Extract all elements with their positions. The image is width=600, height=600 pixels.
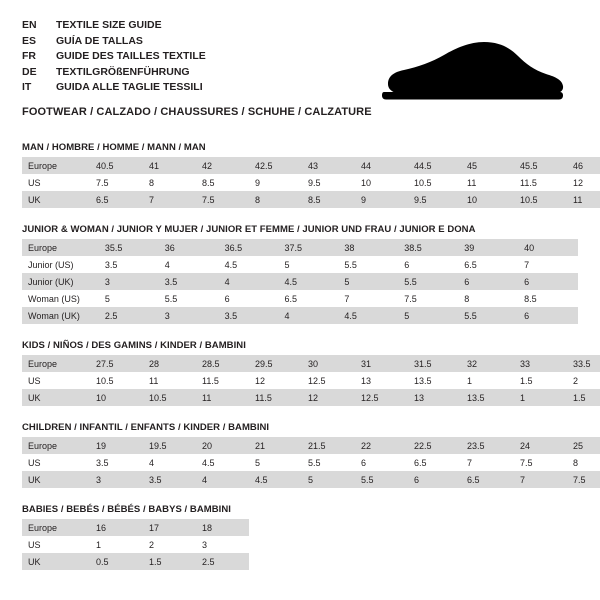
- size-cell: 10.5: [90, 372, 143, 389]
- table-row: [22, 239, 578, 256]
- size-cell: 7: [518, 256, 578, 273]
- size-cell: 1: [514, 389, 567, 406]
- size-table: [22, 239, 578, 324]
- size-cell: 43: [302, 157, 355, 174]
- language-row: [22, 49, 206, 65]
- size-cell: 5.5: [338, 256, 398, 273]
- size-cell: 41: [143, 157, 196, 174]
- size-cell: 12: [567, 174, 600, 191]
- language-code: DE: [22, 65, 37, 78]
- row-label: Junior (UK): [22, 273, 99, 290]
- row-label: Europe: [22, 355, 90, 372]
- size-cell: 7.5: [90, 174, 143, 191]
- size-cell: 4.5: [196, 454, 249, 471]
- size-cell: 4: [143, 454, 196, 471]
- size-cell: 7.5: [567, 471, 600, 488]
- size-cell: 40: [518, 239, 578, 256]
- size-cell: 36.5: [219, 239, 279, 256]
- size-cell: 31.5: [408, 355, 461, 372]
- size-cell: 11.5: [196, 372, 249, 389]
- size-cell: 9.5: [302, 174, 355, 191]
- size-cell: 13: [408, 389, 461, 406]
- size-table: [22, 437, 600, 488]
- size-cell: 6: [398, 256, 458, 273]
- size-cell: 2: [567, 372, 600, 389]
- size-cell: 11: [461, 174, 514, 191]
- row-label: US: [22, 372, 90, 389]
- size-cell: 6: [518, 273, 578, 290]
- size-cell: 6: [355, 454, 408, 471]
- size-cell: 45.5: [514, 157, 567, 174]
- size-cell: 20: [196, 437, 249, 454]
- table-row: [22, 256, 578, 273]
- size-cell: 1: [461, 372, 514, 389]
- table-row: [22, 519, 249, 536]
- size-cell: 6.5: [458, 256, 518, 273]
- size-cell: 8: [567, 454, 600, 471]
- size-cell: 6: [458, 273, 518, 290]
- size-cell: 19.5: [143, 437, 196, 454]
- size-cell: 5: [279, 256, 339, 273]
- size-block-title: MAN / HOMBRE / HOMME / MANN / MAN: [22, 142, 206, 153]
- size-cell: 35.5: [99, 239, 159, 256]
- size-block: [22, 224, 578, 324]
- size-cell: 6: [408, 471, 461, 488]
- size-cell: 7: [338, 290, 398, 307]
- row-label: UK: [22, 389, 90, 406]
- size-cell: 27.5: [90, 355, 143, 372]
- table-row: [22, 273, 578, 290]
- size-cell: 6: [219, 290, 279, 307]
- size-cell: 10.5: [408, 174, 461, 191]
- size-cell: 6.5: [408, 454, 461, 471]
- size-cell: 10: [90, 389, 143, 406]
- row-label: Woman (UK): [22, 307, 99, 324]
- size-cell: 3: [196, 536, 249, 553]
- size-cell: 6.5: [461, 471, 514, 488]
- table-row: [22, 372, 600, 389]
- table-row: [22, 553, 249, 570]
- size-cell: 4.5: [249, 471, 302, 488]
- size-cell: 11: [196, 389, 249, 406]
- size-cell: 10.5: [514, 191, 567, 208]
- size-cell: 9: [249, 174, 302, 191]
- size-cell: 10: [461, 191, 514, 208]
- size-cell: 29.5: [249, 355, 302, 372]
- document-header: [22, 18, 578, 126]
- size-cell: 33: [514, 355, 567, 372]
- row-label: US: [22, 454, 90, 471]
- size-cell: 38.5: [398, 239, 458, 256]
- size-cell: 46: [567, 157, 600, 174]
- size-block-title: JUNIOR & WOMAN / JUNIOR Y MUJER / JUNIOR ET FEMME / JUNIOR UND FRAU / JUNIOR E DONA: [22, 224, 476, 235]
- row-label: US: [22, 536, 90, 553]
- size-cell: 4: [196, 471, 249, 488]
- size-cell: 5.5: [355, 471, 408, 488]
- language-title: GUIDE DES TAILLES TEXTILE: [56, 50, 206, 63]
- size-cell: 28.5: [196, 355, 249, 372]
- size-tables-container: [22, 142, 591, 570]
- size-cell: 32: [461, 355, 514, 372]
- size-cell: 10.5: [143, 389, 196, 406]
- table-row: [22, 191, 600, 208]
- size-cell: 13: [355, 372, 408, 389]
- size-cell: 3: [90, 471, 143, 488]
- size-cell: 3.5: [99, 256, 159, 273]
- size-block-title: BABIES / BEBÉS / BÉBÉS / BABYS / BAMBINI: [22, 504, 231, 515]
- language-title: GUIDA ALLE TAGLIE TESSILI: [56, 81, 203, 94]
- size-cell: 0.5: [90, 553, 143, 570]
- row-label: Woman (US): [22, 290, 99, 307]
- size-cell: 4: [159, 256, 219, 273]
- size-cell: 6: [518, 307, 578, 324]
- size-cell: 38: [338, 239, 398, 256]
- size-cell: 2.5: [196, 553, 249, 570]
- size-cell: 30: [302, 355, 355, 372]
- language-title-list: [22, 18, 206, 96]
- size-block-title: CHILDREN / INFANTIL / ENFANTS / KINDER / BAMBINI: [22, 422, 270, 433]
- size-cell: 33.5: [567, 355, 600, 372]
- size-cell: 5: [99, 290, 159, 307]
- size-cell: 36: [159, 239, 219, 256]
- language-row: [22, 65, 206, 81]
- size-cell: 9: [355, 191, 408, 208]
- size-cell: 1.5: [514, 372, 567, 389]
- size-cell: 11.5: [514, 174, 567, 191]
- size-cell: 12.5: [302, 372, 355, 389]
- size-cell: 8: [249, 191, 302, 208]
- size-cell: 5: [302, 471, 355, 488]
- language-title: TEXTILE SIZE GUIDE: [56, 19, 162, 31]
- size-cell: 8.5: [196, 174, 249, 191]
- size-cell: 12.5: [355, 389, 408, 406]
- size-cell: 4.5: [279, 273, 339, 290]
- size-cell: 19: [90, 437, 143, 454]
- size-cell: 7.5: [398, 290, 458, 307]
- size-cell: 7.5: [196, 191, 249, 208]
- size-cell: 42.5: [249, 157, 302, 174]
- size-cell: 6.5: [90, 191, 143, 208]
- size-cell: 8: [458, 290, 518, 307]
- size-cell: 5: [338, 273, 398, 290]
- size-cell: 21.5: [302, 437, 355, 454]
- size-cell: 5.5: [302, 454, 355, 471]
- table-row: [22, 157, 600, 174]
- size-table: [22, 157, 600, 208]
- size-cell: 2.5: [99, 307, 159, 324]
- size-cell: 6.5: [279, 290, 339, 307]
- size-cell: 40.5: [90, 157, 143, 174]
- size-block: [22, 142, 584, 208]
- size-cell: 23.5: [461, 437, 514, 454]
- table-row: [22, 307, 578, 324]
- size-cell: 4: [219, 273, 279, 290]
- size-cell: 31: [355, 355, 408, 372]
- size-cell: 44: [355, 157, 408, 174]
- table-row: [22, 471, 600, 488]
- size-block-title: KIDS / NIÑOS / DES GAMINS / KINDER / BAMBINI: [22, 340, 246, 351]
- table-row: [22, 174, 600, 191]
- language-row: [22, 34, 206, 50]
- language-row: [22, 18, 206, 34]
- size-cell: 42: [196, 157, 249, 174]
- size-cell: 37.5: [279, 239, 339, 256]
- language-code: IT: [22, 81, 32, 94]
- row-label: Junior (US): [22, 256, 99, 273]
- table-row: [22, 389, 600, 406]
- size-cell: 10: [355, 174, 408, 191]
- size-cell: 13.5: [408, 372, 461, 389]
- language-row: [22, 80, 206, 96]
- size-cell: 2: [143, 536, 196, 553]
- language-code: FR: [22, 50, 36, 63]
- language-title: GUÍA DE TALLAS: [56, 34, 143, 47]
- size-cell: 17: [143, 519, 196, 536]
- size-block: [22, 504, 578, 570]
- size-cell: 18: [196, 519, 249, 536]
- size-cell: 39: [458, 239, 518, 256]
- size-cell: 11: [143, 372, 196, 389]
- size-cell: 4: [279, 307, 339, 324]
- size-cell: 8: [143, 174, 196, 191]
- size-cell: 7.5: [514, 454, 567, 471]
- category-title: FOOTWEAR / CALZADO / CHAUSSURES / SCHUHE / CALZATURE: [22, 105, 372, 118]
- table-row: [22, 290, 578, 307]
- language-title: TEXTILGRÖßENFÜHRUNG: [56, 65, 190, 78]
- size-cell: 4.5: [338, 307, 398, 324]
- language-code: EN: [22, 19, 37, 31]
- size-cell: 4.5: [219, 256, 279, 273]
- size-cell: 5.5: [398, 273, 458, 290]
- size-cell: 8.5: [518, 290, 578, 307]
- table-row: [22, 536, 249, 553]
- size-table: [22, 519, 249, 570]
- row-label: Europe: [22, 437, 90, 454]
- size-cell: 16: [90, 519, 143, 536]
- size-cell: 1.5: [567, 389, 600, 406]
- size-cell: 24: [514, 437, 567, 454]
- size-cell: 7: [143, 191, 196, 208]
- size-cell: 22.5: [408, 437, 461, 454]
- size-cell: 12: [249, 372, 302, 389]
- size-cell: 11: [567, 191, 600, 208]
- size-table: [22, 355, 600, 406]
- table-row: [22, 355, 600, 372]
- size-cell: 12: [302, 389, 355, 406]
- row-label: Europe: [22, 519, 90, 536]
- row-label: UK: [22, 471, 90, 488]
- size-cell: 5: [398, 307, 458, 324]
- table-row: [22, 454, 600, 471]
- size-cell: 3.5: [143, 471, 196, 488]
- size-cell: 3: [99, 273, 159, 290]
- size-block: [22, 422, 586, 488]
- language-code: ES: [22, 34, 37, 47]
- row-label: UK: [22, 553, 90, 570]
- size-cell: 9.5: [408, 191, 461, 208]
- size-cell: 3.5: [219, 307, 279, 324]
- size-cell: 8.5: [302, 191, 355, 208]
- size-cell: 28: [143, 355, 196, 372]
- row-label: UK: [22, 191, 90, 208]
- row-label: Europe: [22, 239, 99, 256]
- size-cell: 7: [514, 471, 567, 488]
- size-cell: 13.5: [461, 389, 514, 406]
- size-cell: 11.5: [249, 389, 302, 406]
- size-cell: 3.5: [159, 273, 219, 290]
- size-cell: 5: [249, 454, 302, 471]
- size-cell: 21: [249, 437, 302, 454]
- size-cell: 45: [461, 157, 514, 174]
- size-cell: 22: [355, 437, 408, 454]
- size-cell: 7: [461, 454, 514, 471]
- size-cell: 5.5: [458, 307, 518, 324]
- size-block: [22, 340, 591, 406]
- size-cell: 1: [90, 536, 143, 553]
- table-row: [22, 437, 600, 454]
- size-cell: 1.5: [143, 553, 196, 570]
- row-label: Europe: [22, 157, 90, 174]
- size-cell: 5.5: [159, 290, 219, 307]
- size-cell: 25: [567, 437, 600, 454]
- size-cell: 3: [159, 307, 219, 324]
- row-label: US: [22, 174, 90, 191]
- size-cell: 3.5: [90, 454, 143, 471]
- size-cell: 44.5: [408, 157, 461, 174]
- dress-shoe-icon: [374, 36, 564, 108]
